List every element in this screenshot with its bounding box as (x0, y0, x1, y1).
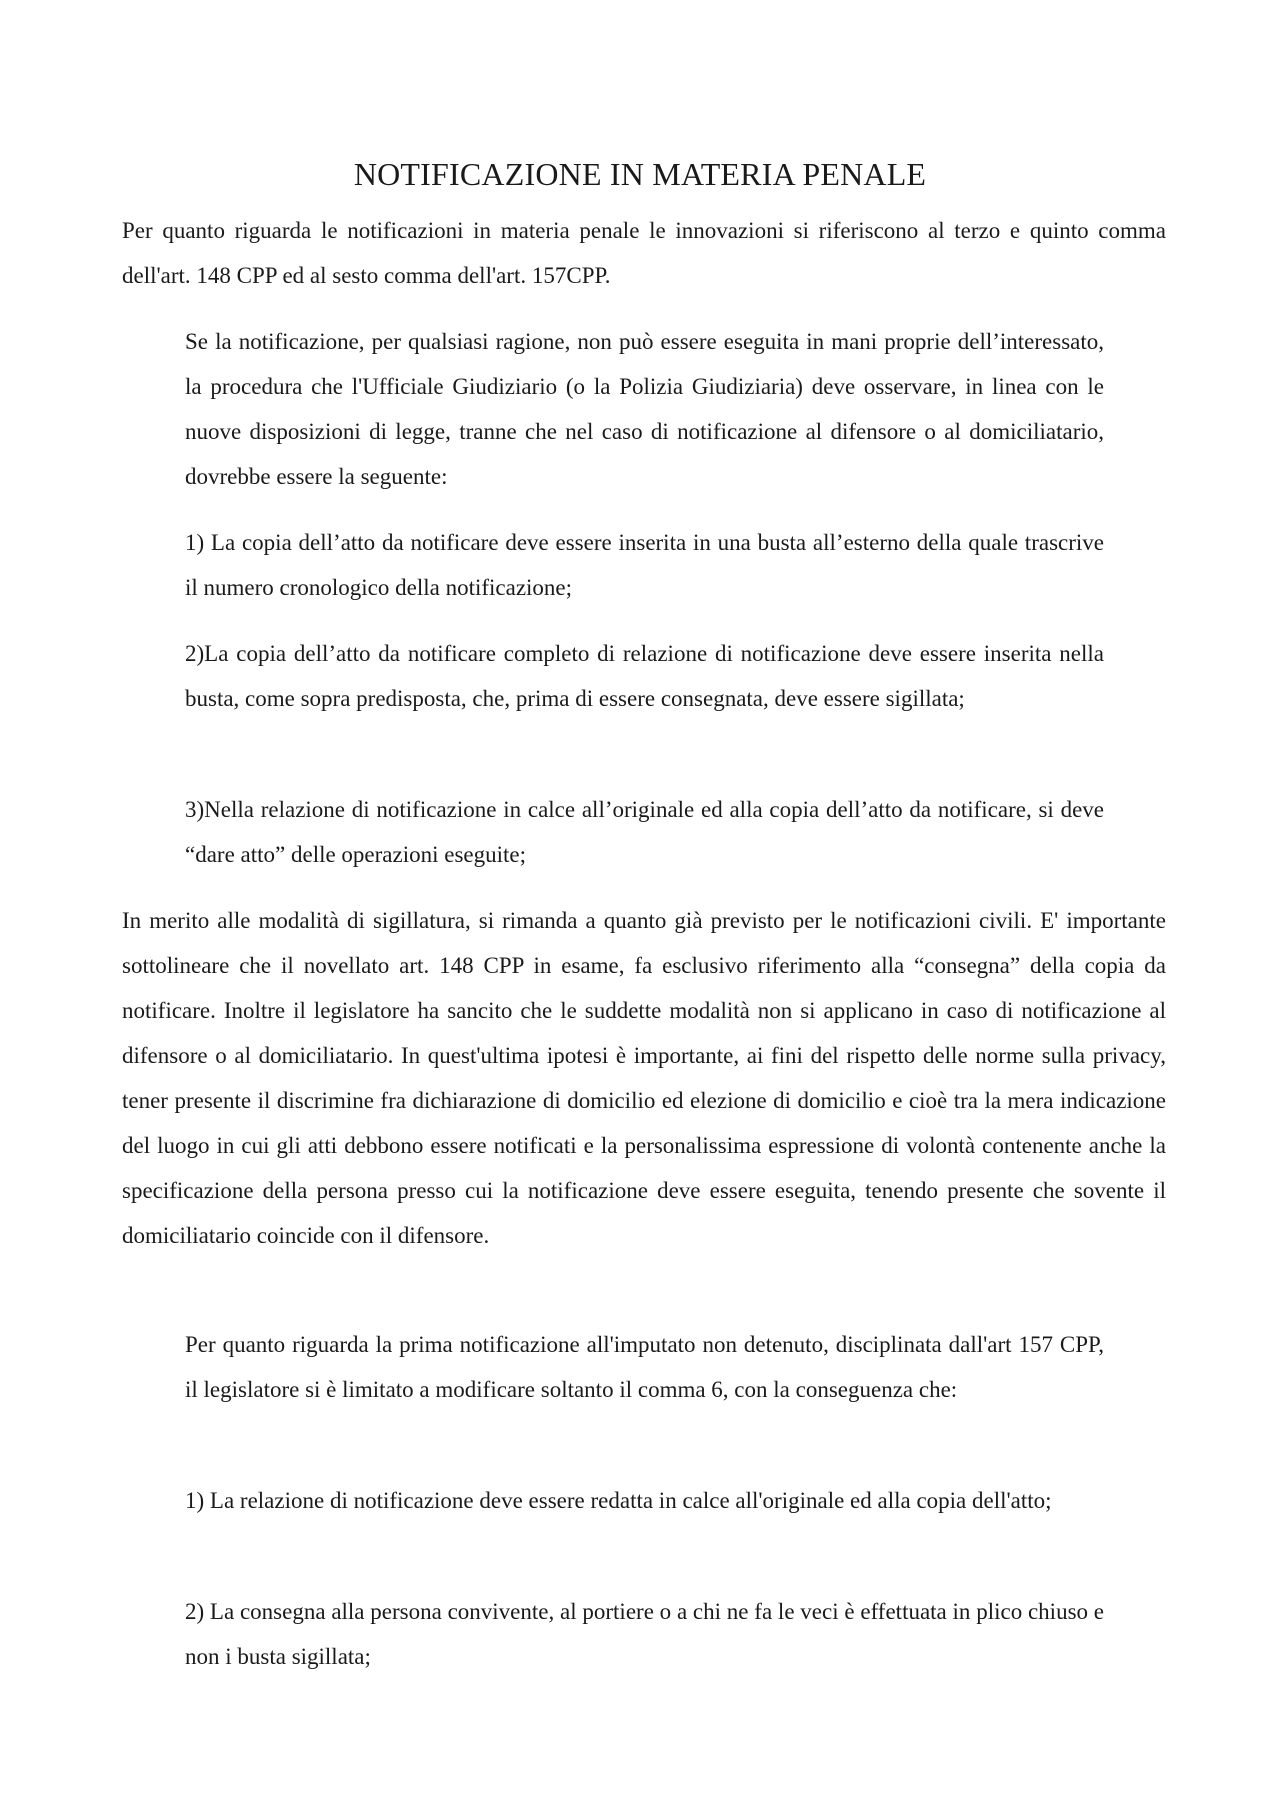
paragraph-intro: Per quanto riguarda le notificazioni in materia penale le innovazioni si riferiscono al terzo e quinto comma dell'art. 148 CPP ed al sesto comma dell'art. 157CPP. (122, 218, 1166, 288)
list-item-4: 1) La relazione di notificazione deve essere redatta in calce all'originale ed alla copia dell'atto; (185, 1488, 1052, 1513)
document-title: NOTIFICAZIONE IN MATERIA PENALE (353, 156, 927, 192)
list-item-2: 2)La copia dell’atto da notificare completo di relazione di notificazione deve essere inserita nella busta, come sopra predisposta, che, prima di essere consegnata, deve essere sigillata; (185, 641, 1104, 711)
paragraph-first-notification: Per quanto riguarda la prima notificazione all'imputato non detenuto, disciplinata dall'art 157 CPP, il legislatore si è limitato a modificare soltanto il comma 6, con la conseguenza che: (185, 1332, 1104, 1402)
list-item-1: 1) La copia dell’atto da notificare deve essere inserita in una busta all’esterno della quale trascrive il numero cronologico della notificazione; (185, 530, 1104, 600)
list-item-5: 2) La consegna alla persona convivente, al portiere o a chi ne fa le veci è effettuata in plico chiuso e non i busta sigillata; (185, 1599, 1104, 1669)
list-item-3: 3)Nella relazione di notificazione in calce all’originale ed alla copia dell’atto da notificare, si deve “dare atto” delle operazioni eseguite; (185, 797, 1104, 867)
paragraph-procedure: Se la notificazione, per qualsiasi ragione, non può essere eseguita in mani proprie dell’interessato, la procedura che l'Ufficiale Giudiziario (o la Polizia Giudiziaria) deve osservare, in linea con le nuove disposizioni di legge, tranne che nel caso di notificazione al difensore o al domiciliatario, dovrebbe essere la seguente: (185, 329, 1104, 489)
paragraph-sealing: In merito alle modalità di sigillatura, si rimanda a quanto già previsto per le notificazioni civili. E' importante sottolineare che il novellato art. 148 CPP in esame, fa esclusivo riferimento alla “consegna” della copia da notificare. Inoltre il legislatore ha sancito che le suddette modalità non si applicano in caso di notificazione al difensore o al domiciliatario. In quest'ultima ipotesi è importante, ai fini del rispetto delle norme sulla privacy, tener presente il discrimine fra dichiarazione di domicilio ed elezione di domicilio e cioè tra la mera indicazione del luogo in cui gli atti debbono essere notificati e la personalissima espressione di volontà contenente anche la specificazione della persona presso cui la notificazione deve essere eseguita, tenendo presente che sovente il domiciliatario coincide con il difensore. (122, 908, 1166, 1248)
